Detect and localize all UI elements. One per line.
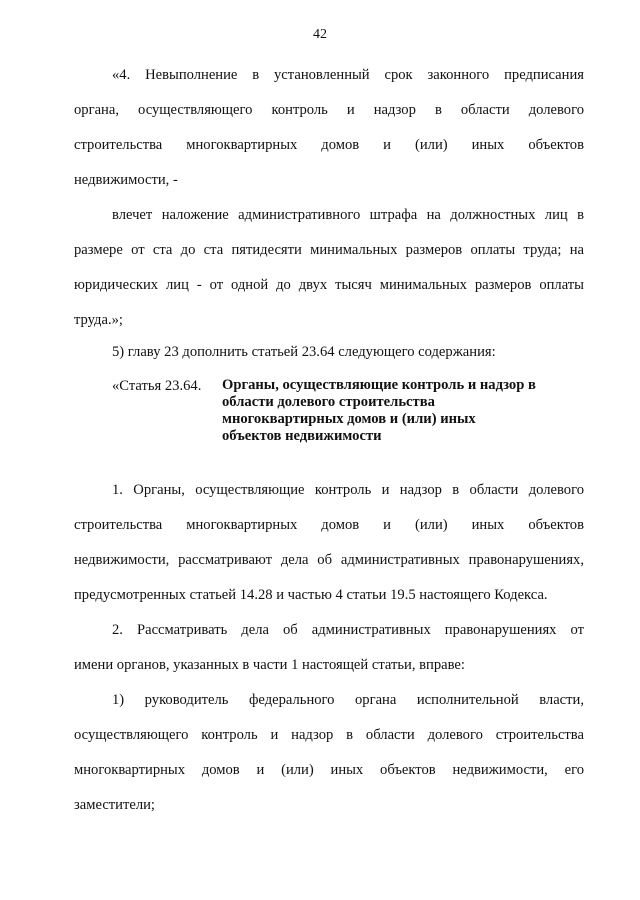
para4-line-2: строительства многоквартирных домов и (или) иных объектов <box>74 517 584 533</box>
para2-line-4: труда.»; <box>74 312 123 328</box>
article-title <box>222 377 562 445</box>
page-number: 42 <box>313 27 327 42</box>
para6-line-4: заместители; <box>74 797 155 813</box>
article-title-line-1: Органы, осуществляющие контроль и надзор в <box>222 377 536 393</box>
article-title-line-4: объектов недвижимости <box>222 428 382 444</box>
article-label: «Статья 23.64. <box>112 378 202 394</box>
para1-line-1: «4. Невыполнение в установленный срок законного предписания <box>112 67 584 83</box>
para3-line-1: 5) главу 23 дополнить статьей 23.64 следующего содержания: <box>112 344 496 360</box>
para2-line-2: размере от ста до ста пятидесяти минимальных размеров оплаты труда; на <box>74 242 584 258</box>
para6-line-2: осуществляющего контроль и надзор в области долевого строительства <box>74 727 584 743</box>
para1-line-4: недвижимости, - <box>74 172 178 188</box>
para6-line-1: 1) руководитель федерального органа исполнительной власти, <box>112 692 584 708</box>
para1-line-3: строительства многоквартирных домов и (или) иных объектов <box>74 137 584 153</box>
para4-line-3: недвижимости, рассматривают дела об административных правонарушениях, <box>74 552 584 568</box>
para2-line-1: влечет наложение административного штрафа на должностных лиц в <box>112 207 584 223</box>
para5-line-1: 2. Рассматривать дела об административных правонарушениях от <box>112 622 584 638</box>
para5-line-2: имени органов, указанных в части 1 настоящей статьи, вправе: <box>74 657 465 673</box>
para2-line-3: юридических лиц - от одной до двух тысяч минимальных размеров оплаты <box>74 277 584 293</box>
para6-line-3: многоквартирных домов и (или) иных объектов недвижимости, его <box>74 762 584 778</box>
para1-line-2: органа, осуществляющего контроль и надзор в области долевого <box>74 102 584 118</box>
article-title-line-2: области долевого строительства <box>222 394 435 410</box>
para4-line-1: 1. Органы, осуществляющие контроль и надзор в области долевого <box>112 482 584 498</box>
para4-line-4: предусмотренных статьей 14.28 и частью 4 статьи 19.5 настоящего Кодекса. <box>74 587 548 603</box>
article-title-line-3: многоквартирных домов и (или) иных <box>222 411 476 427</box>
